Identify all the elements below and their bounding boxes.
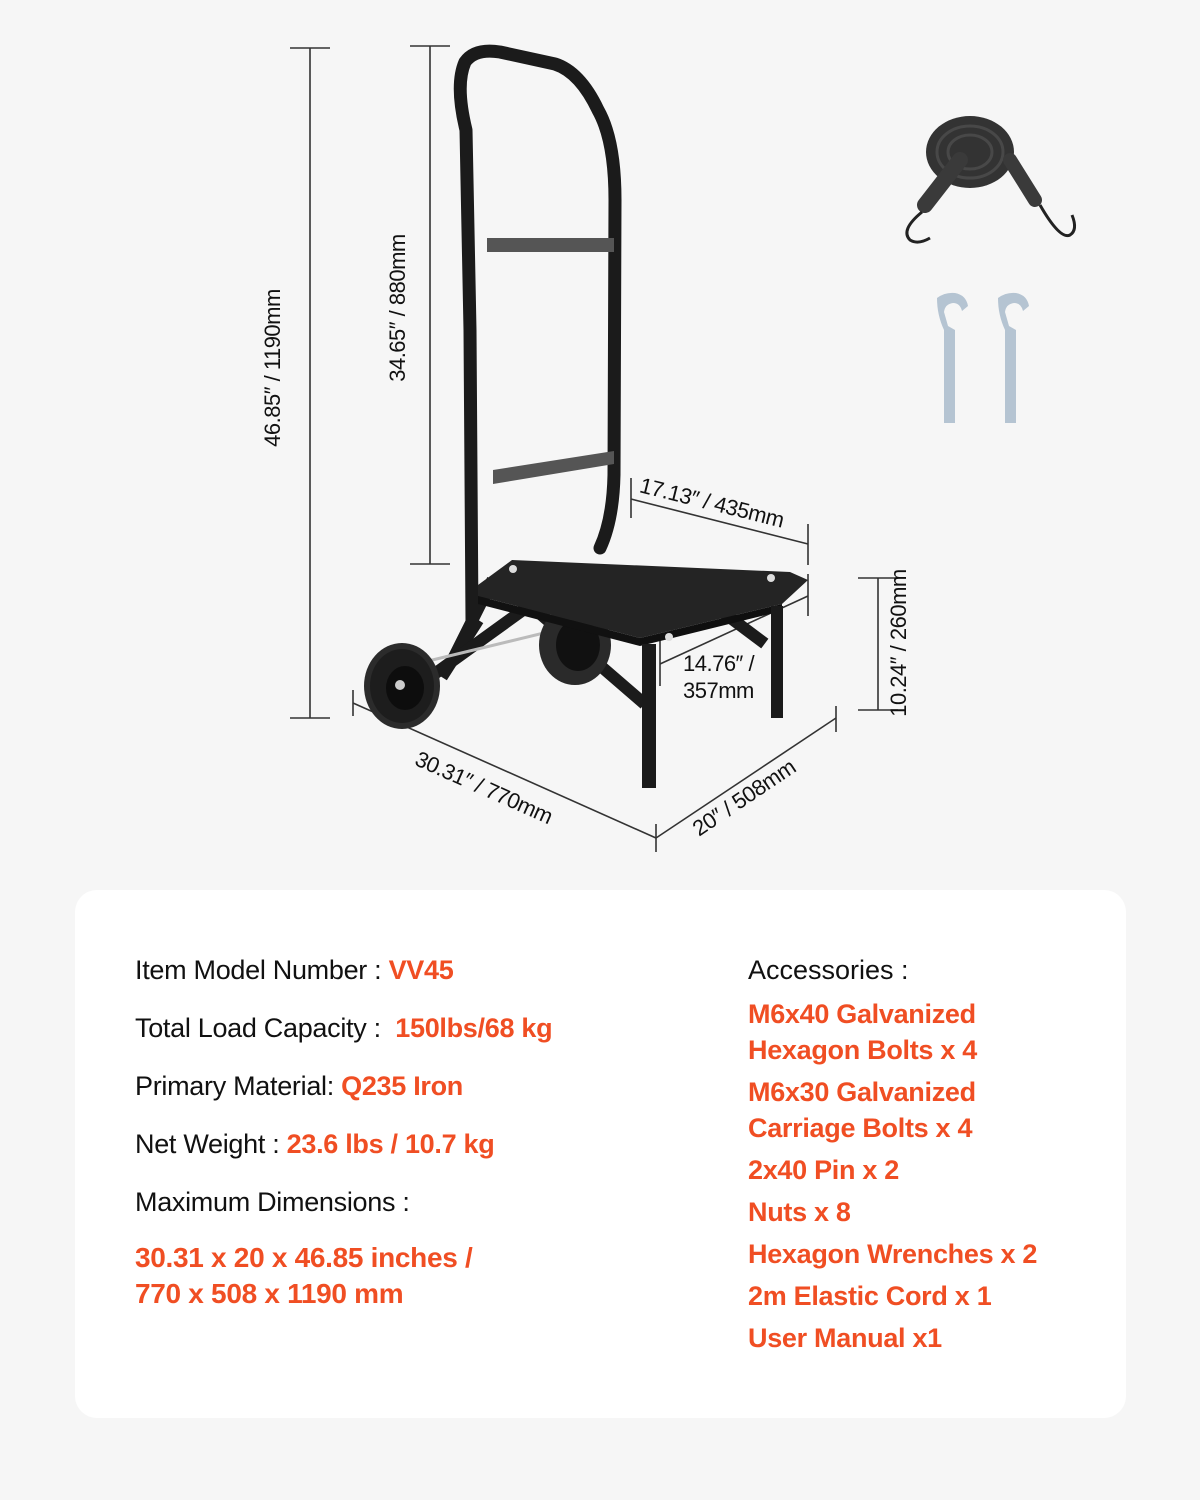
- spec-net-weight: [135, 1129, 494, 1160]
- front-wheel: [364, 643, 440, 729]
- spec-material-label: Primary Material:: [135, 1071, 334, 1101]
- spec-load-capacity: [135, 1013, 552, 1044]
- elastic-cord-image: [907, 116, 1075, 242]
- accessory-text: 2m Elastic Cord x 1: [748, 1281, 992, 1311]
- platform-width-label: 17.13″ / 435mm: [637, 472, 787, 533]
- spec-weight-label: Net Weight :: [135, 1129, 280, 1159]
- spec-material-value: Q235 Iron: [341, 1071, 463, 1101]
- platform-depth-line1: 14.76″ /: [683, 651, 755, 676]
- total-height-label: 46.85″ / 1190mm: [259, 289, 285, 447]
- spec-dimensions-inches: 30.31 x 20 x 46.85 inches /: [135, 1242, 473, 1273]
- spec-dimensions-value: [135, 1240, 472, 1312]
- accessory-text: M6x30 Galvanized: [748, 1077, 976, 1107]
- platform-depth-label: [683, 650, 754, 704]
- spec-dimensions-label: Maximum Dimensions :: [135, 1187, 410, 1217]
- accessory-line: [748, 1194, 1037, 1230]
- accessory-line: [748, 1110, 1037, 1146]
- front-leg: [642, 644, 656, 788]
- spec-model-value: VV45: [388, 955, 454, 985]
- accessory-line: [748, 1074, 1037, 1110]
- spec-load-label: Total Load Capacity :: [135, 1013, 381, 1043]
- accessory-line: [748, 1320, 1037, 1356]
- total-width-label: 20″ / 508mm: [687, 754, 801, 842]
- wrench-image-1: [937, 293, 968, 423]
- accessory-text: Hexagon Wrenches x 2: [748, 1239, 1038, 1269]
- cart-handle: [460, 51, 615, 620]
- wrench-image-2: [998, 293, 1029, 423]
- accessories-title: Accessories :: [748, 955, 909, 985]
- spec-load-value: 150lbs/68 kg: [395, 1013, 553, 1043]
- crossbar-bottom: [493, 451, 614, 484]
- spec-model: [135, 955, 453, 986]
- accessories-list: [748, 996, 1037, 1362]
- spec-dimensions: [135, 1187, 410, 1218]
- accessory-text: M6x40 Galvanized: [748, 999, 976, 1029]
- accessory-text: Hexagon Bolts x 4: [748, 1035, 977, 1065]
- spec-weight-value: 23.6 lbs / 10.7 kg: [286, 1129, 495, 1159]
- side-leg: [771, 606, 783, 718]
- accessory-line: [748, 996, 1037, 1032]
- accessory-text: Nuts x 8: [748, 1197, 851, 1227]
- accessory-text: Carriage Bolts x 4: [748, 1113, 973, 1143]
- spec-model-label: Item Model Number :: [135, 955, 382, 985]
- dimension-lines: [290, 46, 898, 852]
- cart-platform: [478, 560, 808, 638]
- total-length-label: 30.31″ / 770mm: [411, 746, 557, 829]
- crossbar-top: [487, 238, 614, 252]
- accessory-line: [748, 1236, 1037, 1272]
- accessory-text: 2x40 Pin x 2: [748, 1155, 900, 1185]
- platform-height-label: 10.24″ / 260mm: [885, 569, 911, 717]
- spec-material: [135, 1071, 463, 1102]
- accessory-line: [748, 1152, 1037, 1188]
- accessory-line: [748, 1278, 1037, 1314]
- accessory-text: User Manual x1: [748, 1323, 942, 1353]
- spec-dimensions-mm: 770 x 508 x 1190 mm: [135, 1278, 404, 1309]
- platform-depth-line2: 357mm: [683, 678, 754, 703]
- accessory-line: [748, 1032, 1037, 1068]
- handle-height-label: 34.65″ / 880mm: [384, 234, 410, 382]
